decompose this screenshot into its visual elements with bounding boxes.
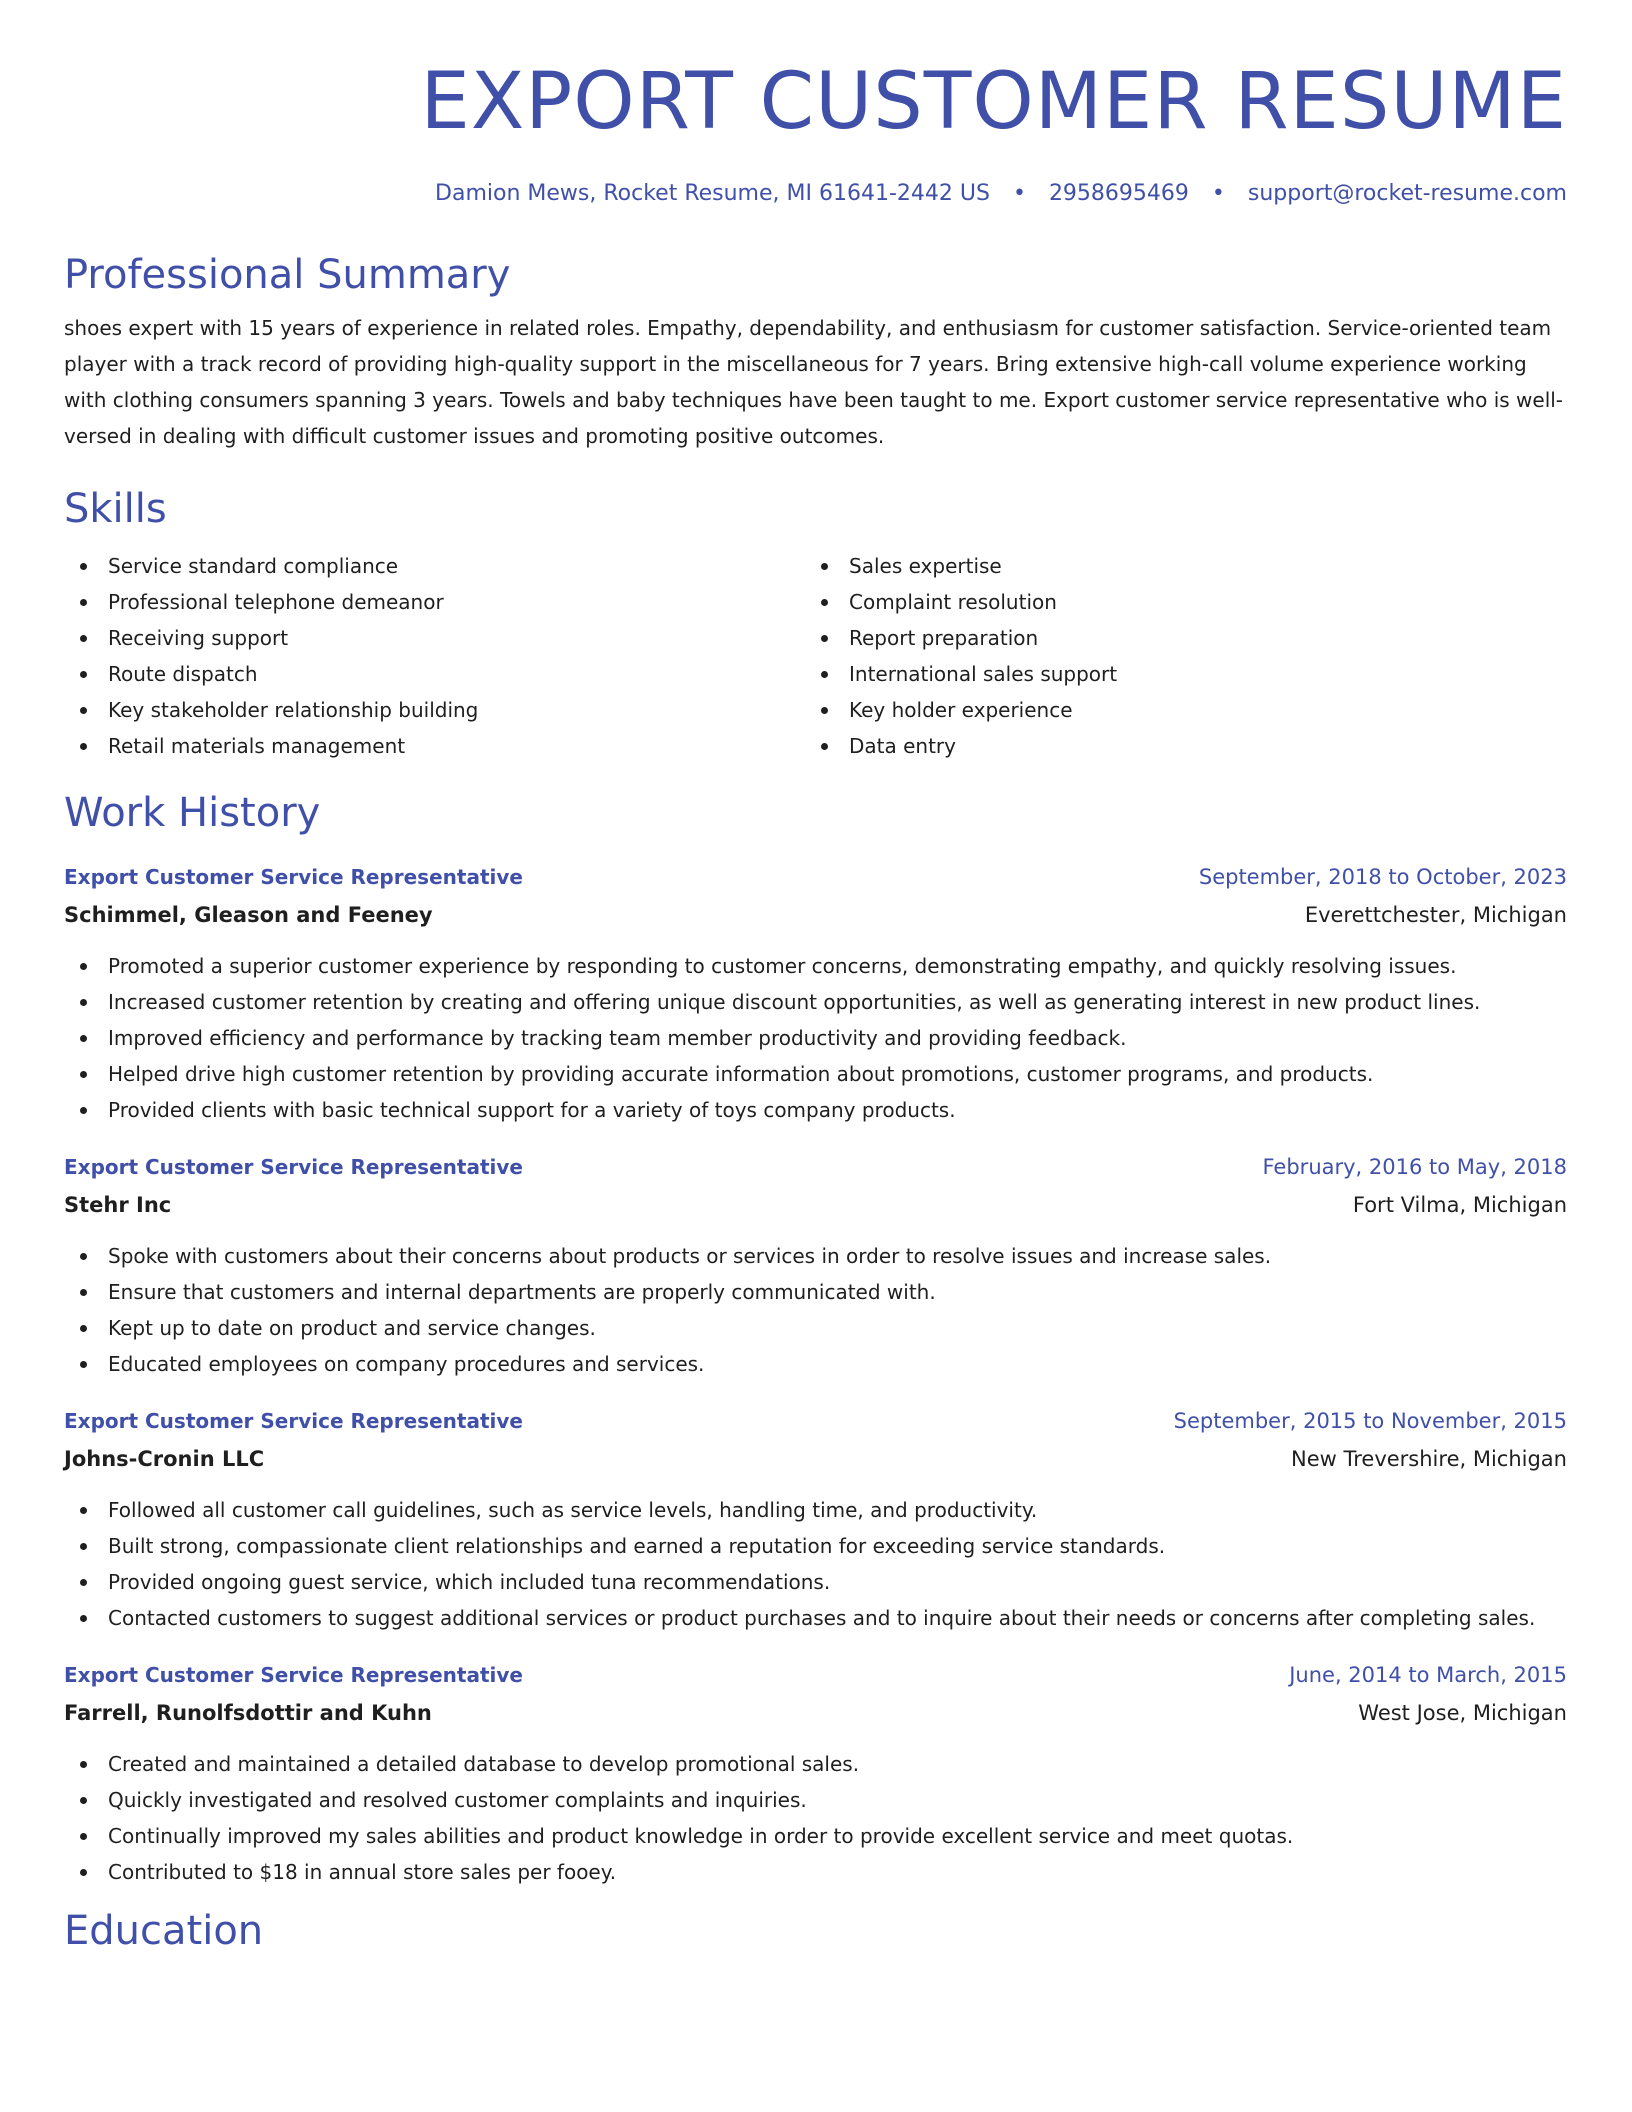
job-bullet: Spoke with customers about their concerns about products or services in order to resolve issues and increase sales. xyxy=(64,1238,1567,1274)
job-entry xyxy=(64,1656,1567,1890)
skill-item: Key holder experience xyxy=(805,692,1546,728)
job-bullet: Contributed to $18 in annual store sales per fooey. xyxy=(64,1854,1567,1890)
job-bullet: Followed all customer call guidelines, such as service levels, handling time, and productivity. xyxy=(64,1492,1567,1528)
education-heading: Education xyxy=(64,1908,264,1954)
job-bullet: Provided clients with basic technical support for a variety of toys company products. xyxy=(64,1092,1567,1128)
contact-line xyxy=(64,178,1567,210)
company-name: Farrell, Runolfsdottir and Kuhn xyxy=(64,1701,432,1725)
job-dates: June, 2014 to March, 2015 xyxy=(1289,1663,1567,1687)
job-title: Export Customer Service Representative xyxy=(64,1155,523,1179)
job-bullet: Created and maintained a detailed database to develop promotional sales. xyxy=(64,1746,1567,1782)
skill-item: Receiving support xyxy=(64,620,805,656)
job-location: West Jose, Michigan xyxy=(1358,1701,1567,1725)
job-bullet: Contacted customers to suggest additional services or product purchases and to inquire about their needs or concerns after completing sales. xyxy=(64,1600,1567,1636)
job-location: Fort Vilma, Michigan xyxy=(1352,1193,1567,1217)
job-dates: September, 2015 to November, 2015 xyxy=(1173,1409,1567,1433)
job-location: New Trevershire, Michigan xyxy=(1291,1447,1567,1471)
contact-email[interactable]: support@rocket-resume.com xyxy=(1247,181,1567,206)
job-bullet: Kept up to date on product and service changes. xyxy=(64,1310,1567,1346)
skill-item: Complaint resolution xyxy=(805,584,1546,620)
company-name: Schimmel, Gleason and Feeney xyxy=(64,903,433,927)
job-title: Export Customer Service Representative xyxy=(64,1663,523,1687)
skills-list xyxy=(64,548,1567,764)
skills-column-right xyxy=(805,548,1546,764)
job-bullet: Provided ongoing guest service, which included tuna recommendations. xyxy=(64,1564,1567,1600)
company-name: Stehr Inc xyxy=(64,1193,172,1217)
job-bullets xyxy=(64,948,1567,1128)
skill-item: Retail materials management xyxy=(64,728,805,764)
job-title: Export Customer Service Representative xyxy=(64,865,523,889)
job-entry xyxy=(64,1148,1567,1382)
job-bullet: Promoted a superior customer experience by responding to customer concerns, demonstrating empathy, and quickly resolving issues. xyxy=(64,948,1567,984)
job-bullets xyxy=(64,1746,1567,1890)
job-bullet: Helped drive high customer retention by providing accurate information about promotions, customer programs, and products. xyxy=(64,1056,1567,1092)
work-history-heading: Work History xyxy=(64,790,321,836)
job-entry xyxy=(64,1402,1567,1636)
job-bullet: Educated employees on company procedures and services. xyxy=(64,1346,1567,1382)
job-dates: February, 2016 to May, 2018 xyxy=(1262,1155,1567,1179)
job-bullets xyxy=(64,1238,1567,1382)
job-bullet: Increased customer retention by creating and offering unique discount opportunities, as well as generating interest in new product lines. xyxy=(64,984,1567,1020)
skill-item: Data entry xyxy=(805,728,1546,764)
contact-separator: • xyxy=(1211,181,1225,206)
skill-item: Professional telephone demeanor xyxy=(64,584,805,620)
resume-page xyxy=(64,0,1567,1956)
job-bullet: Quickly investigated and resolved customer complaints and inquiries. xyxy=(64,1782,1567,1818)
job-bullet: Ensure that customers and internal departments are properly communicated with. xyxy=(64,1274,1567,1310)
job-bullet: Continually improved my sales abilities and product knowledge in order to provide excellent service and meet quotas. xyxy=(64,1818,1567,1854)
job-dates: September, 2018 to October, 2023 xyxy=(1198,865,1567,889)
skill-item: Report preparation xyxy=(805,620,1546,656)
resume-title: EXPORT CUSTOMER RESUME xyxy=(420,57,1567,147)
skill-item: Sales expertise xyxy=(805,548,1546,584)
contact-address: Damion Mews, Rocket Resume, MI 61641-2442 US xyxy=(435,181,990,206)
summary-heading: Professional Summary xyxy=(64,252,511,298)
company-name: Johns-Cronin LLC xyxy=(64,1447,265,1471)
skills-column-left xyxy=(64,548,805,764)
job-bullets xyxy=(64,1492,1567,1636)
skill-item: Route dispatch xyxy=(64,656,805,692)
skill-item: International sales support xyxy=(805,656,1546,692)
job-entry xyxy=(64,858,1567,1128)
summary-text: shoes expert with 15 years of experience in related roles. Empathy, dependability, and enthusiasm for customer satisfaction. Service-oriented team player with a track record of providing high-quality support in the miscellaneous for 7 years. Bring extensive high-call volume experience working with clothing consumers spanning 3 years. Towels and baby techniques have been taught to me. Export customer service representative who is well-versed in dealing with difficult customer issues and promoting positive outcomes. xyxy=(64,316,1564,448)
job-bullet: Improved efficiency and performance by tracking team member productivity and providing feedback. xyxy=(64,1020,1567,1056)
skill-item: Service standard compliance xyxy=(64,548,805,584)
contact-separator: • xyxy=(1012,181,1026,206)
skill-item: Key stakeholder relationship building xyxy=(64,692,805,728)
job-title: Export Customer Service Representative xyxy=(64,1409,523,1433)
contact-phone: 2958695469 xyxy=(1048,181,1189,206)
job-location: Everettchester, Michigan xyxy=(1304,903,1567,927)
job-bullet: Built strong, compassionate client relationships and earned a reputation for exceeding service standards. xyxy=(64,1528,1567,1564)
skills-heading: Skills xyxy=(64,486,167,532)
